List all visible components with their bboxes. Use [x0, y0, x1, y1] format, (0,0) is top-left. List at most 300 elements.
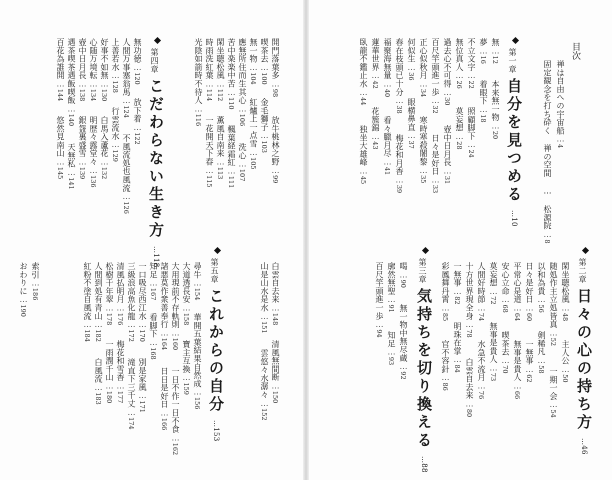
toc-entry: 看脚下…168	[149, 313, 158, 360]
toc-entry-page: 126	[122, 201, 130, 214]
toc-entry-page: 86	[441, 382, 449, 391]
toc-entry: 照顧脚下…24	[467, 107, 476, 158]
toc-entry-page: 62	[525, 374, 533, 383]
toc-entry-text: 洗心	[238, 143, 247, 160]
toc-entry: 一口吸尽西江水…170	[138, 262, 147, 342]
toc-entry: 清風無間断…150	[271, 340, 280, 404]
toc-entry-text: 滝直下三千丈	[127, 358, 136, 408]
toc-entry-page: 99	[271, 175, 279, 184]
toc-entry: 不立文字…22	[467, 38, 476, 89]
toc-entry-text: 白雲自去来	[271, 262, 280, 304]
toc-entry-text: 雲悠々水潺々	[260, 349, 269, 399]
toc-entry-text: 無一物	[249, 38, 258, 63]
toc-entry-page: 164	[160, 337, 168, 351]
toc-entry: 紅粉不塗自風流…184	[83, 262, 92, 342]
toc-entry: 独坐大雄峰…45	[359, 125, 368, 185]
toc-entry-page: 160	[171, 337, 179, 351]
toc-entry-page: 106	[238, 113, 246, 127]
preface-entry: 固定観念を打ち砕く 禅の空間 … 松源院…8	[543, 60, 552, 244]
toc-entry-text: 山是山水是水	[260, 262, 269, 312]
toc-entry: 清風払明月…176	[116, 262, 125, 326]
toc-entry-page: 58	[537, 365, 545, 374]
toc-entry: 春在枝頭已十分…38	[395, 38, 404, 114]
toc-entry-text: 光陰如箭時不待人	[194, 38, 203, 105]
toc-entry-page: 174	[127, 417, 135, 430]
toc-entry: 廓然無聖…91	[387, 262, 396, 313]
toc-entry-page: 154	[193, 287, 201, 301]
toc-entry: 夢…16	[479, 38, 488, 64]
toc-entry-text: 心随万境転	[89, 38, 98, 80]
toc-entry-text: 松樹千年翠	[105, 262, 114, 304]
toc-entry: 一無事…82	[453, 262, 462, 305]
toc-entry-page: 40	[383, 88, 391, 98]
toc-entry: 洗心…107	[238, 143, 247, 182]
toc-entry-text: 金毛獅子	[260, 98, 269, 132]
toc-entry-page: 178	[105, 312, 113, 326]
toc-entry-page: 129	[111, 149, 119, 162]
toc-entry-page: 43	[371, 141, 379, 150]
toc-entry: 知足…167	[149, 262, 158, 301]
toc-entry-text: 應無所住而生其心	[238, 38, 247, 105]
toc-entry-page: 159	[182, 382, 190, 395]
toc-entry-page: 183	[94, 392, 102, 405]
chapter-1-label	[508, 48, 517, 74]
toc-entry-page: 114	[205, 88, 213, 102]
toc-entry-page: 38	[395, 105, 403, 114]
toc-entry-page: 180	[105, 390, 113, 404]
toc-entry: 苦中楽楽中苦…110	[227, 38, 236, 110]
toc-entry: 正心似秋月…34	[419, 38, 428, 98]
chapter-5-title-text: これからの自分	[207, 288, 225, 414]
toc-entry: 蓮華世界…42	[371, 38, 380, 89]
toc-entry-text: 苦中楽楽中苦	[227, 38, 236, 88]
toc-entry: 官不容針…86	[441, 340, 450, 391]
toc-entry-page: 48	[561, 312, 569, 322]
toc-entry-text: 無	[491, 38, 500, 47]
toc-entry-text: 寒時寒殺闍黎	[419, 116, 428, 166]
toc-entry-page: 60	[525, 312, 533, 322]
toc-entry: 悠然見南山…145	[56, 116, 65, 180]
toc-entry-text: 喫茶去	[260, 38, 269, 63]
toc-entry-text: 剣稀凡	[537, 331, 546, 356]
toc-entry-text: 臥龍不鑑止水	[359, 38, 368, 88]
toc-entry: 彩鳳舞丹霄…85	[441, 262, 450, 322]
toc-entry: 花簇錦…43	[371, 107, 380, 150]
toc-entry-text: 白雲自去来	[465, 358, 474, 400]
toc-entry: 眼横鼻直…37	[407, 98, 416, 149]
toc-entry-page: 140	[67, 113, 75, 127]
toc-entry-text: 不風流処也風流	[122, 134, 131, 193]
toc-entry: 梅花和月香…39	[395, 134, 404, 194]
toc-entry: 以和為貴…56	[537, 262, 546, 313]
toc-entry-page: 52	[549, 337, 557, 346]
toc-entry-page: 128	[111, 80, 119, 93]
toc-entry-text: 以和為貴	[537, 262, 546, 296]
toc-entry: 無功徳…120	[133, 38, 142, 85]
toc-entry: 日々是好日…60	[525, 262, 534, 322]
toc-entry: 紅爐上一点雪…105	[249, 98, 258, 170]
toc-entry-text: 本来無一物	[491, 80, 500, 122]
toc-entry-text: 遇茶喫茶遇飯喫飯	[67, 38, 76, 105]
chapter-1-label-text: 第一章	[508, 48, 517, 74]
toc-entry-text: 梅花和雪香	[116, 340, 125, 382]
preface-entry-page: 8	[543, 239, 551, 244]
toc-entry: 上善若水…128	[111, 38, 120, 93]
toc-entry: 随処作主立処皆真…52	[549, 262, 558, 346]
toc-entry: 看々臘月尽…41	[383, 116, 392, 176]
toc-entry-text: 大道透長安	[182, 262, 191, 304]
toc-entry-text: 諸悪莫作衆善奉行	[160, 262, 169, 329]
toc-entry-text: 放下着	[133, 98, 142, 123]
toc-entry-page: 66	[513, 390, 521, 400]
toc-entry-text: 楓葉経霜紅	[227, 125, 236, 167]
toc-title	[570, 42, 579, 61]
toc-entry: 人間万事塞翁馬…124	[122, 38, 131, 118]
toc-entry: 人間到処有青山…182	[94, 262, 103, 342]
toc-entry-page: 172	[127, 329, 135, 342]
toc-entry-text: 官不容針	[441, 340, 450, 374]
toc-entry: 應無所住而生其心…106	[238, 38, 247, 127]
toc-entry-page: 151	[260, 321, 268, 334]
toc-entry-page: 18	[479, 114, 487, 123]
toc-entry: 閑坐聴松風…112	[216, 38, 225, 102]
toc-entry-page: 35	[419, 175, 427, 184]
toc-entry-text: 喝	[399, 262, 408, 271]
toc-entry: 松樹千年翠…178	[105, 262, 114, 326]
toc-entry-page: 141	[67, 177, 75, 190]
toc-entry-text: 銀盌裏盛雪	[78, 116, 87, 158]
toc-entry-text: 紅爐上一点雪	[249, 98, 258, 148]
toc-entry-page: 91	[387, 304, 395, 313]
toc-entry: 山是山水是水…151	[260, 262, 269, 334]
toc-entry-text: 一花開天下春	[205, 116, 214, 166]
toc-entry: 無事是貴人…66	[513, 340, 522, 400]
toc-entry: 百花為誰開…144	[56, 38, 65, 102]
toc-entry-text: 好事不如無	[100, 38, 109, 80]
toc-entry: 無事是貴人…73	[489, 322, 498, 382]
toc-entry-page: 100	[260, 72, 268, 85]
toc-entry: 好事不如無…130	[100, 38, 109, 102]
toc-entry-page: 104	[249, 72, 257, 85]
preface-entry-page: 4	[556, 144, 564, 149]
toc-entry: 無位真人…26	[455, 38, 464, 89]
toc-entry: 十方世界現全身…78	[465, 262, 474, 338]
toc-entry: 一雨潤千山…180	[105, 340, 114, 404]
toc-entry-text: 水急不流月	[477, 340, 486, 382]
toc-entry-page: 136	[89, 175, 97, 188]
toc-entry-page: 33	[431, 184, 439, 194]
toc-entry-text: 日日是好日	[160, 367, 169, 409]
toc-entry-page: 158	[182, 312, 190, 326]
chapter-3-title	[415, 288, 432, 450]
toc-entry-text: 看脚下	[149, 313, 158, 338]
toc-entry-page: 28	[455, 141, 463, 150]
toc-entry: 放下着…122	[133, 98, 142, 145]
preface-entry: 禅は自由への宇宙船…4	[556, 60, 565, 149]
toc-entry-page: 105	[249, 157, 257, 170]
chapter-2-title	[575, 288, 592, 432]
afterword-entry-text: おわりに	[19, 262, 28, 296]
chapter-4-title	[147, 78, 164, 240]
toc-entry-text: 時雨洗紅葉	[205, 38, 214, 80]
toc-entry: 安心立命…68	[501, 262, 510, 313]
toc-entry-page: 68	[501, 304, 509, 313]
toc-entry-text: 清風払明月	[116, 262, 125, 304]
toc-entry-text: 白風流	[94, 358, 103, 383]
toc-entry-page: 30	[443, 97, 451, 106]
toc-entry-page: 80	[465, 408, 473, 418]
toc-entry-text: 看々臘月尽	[383, 116, 392, 158]
toc-entry: 無一物…104	[249, 38, 258, 85]
toc-entry: 雲悠々水潺々…152	[260, 349, 269, 421]
toc-entry: 一無事…62	[525, 340, 534, 383]
toc-entry-page: 37	[407, 140, 415, 149]
toc-entry-page: 70	[501, 365, 509, 374]
chapter-5-label	[210, 258, 219, 284]
toc-entry-text: 花簇錦	[371, 107, 380, 132]
toc-entry-page: 41	[383, 166, 391, 176]
toc-entry-text: 華開五葉結果自然成	[193, 313, 202, 388]
toc-entry-page: 22	[467, 80, 475, 89]
toc-entry-page: 124	[122, 105, 130, 118]
chapter-3-label	[418, 258, 427, 284]
toc-entry-page: 90	[399, 279, 407, 288]
toc-entry-page: 84	[453, 364, 461, 373]
toc-entry-page: 145	[56, 166, 64, 180]
toc-entry: 薫風自南来…113	[216, 116, 225, 180]
toc-entry: 着眼下…18	[479, 80, 488, 123]
toc-entry-page: 74	[477, 312, 485, 322]
toc-entry-page: 82	[453, 296, 461, 305]
toc-entry-text: 不立文字	[467, 38, 476, 72]
toc-entry-text: 日々是好日	[525, 262, 534, 304]
toc-title-text: 目次	[570, 42, 580, 61]
toc-entry-page: 72	[489, 296, 497, 305]
preface-entry-text: 固定観念を打ち砕く 禅の空間 … 松源院	[543, 60, 552, 230]
toc-entry: 不風流処也風流…126	[122, 134, 131, 214]
toc-entry-text: 過去心不可得	[443, 38, 452, 88]
toc-entry-text: 薫風自南来	[216, 116, 225, 158]
toc-entry-text: 何似生	[407, 38, 416, 63]
toc-entry-page: 94	[375, 329, 383, 338]
toc-entry: 明歴々露堂々…136	[89, 116, 98, 188]
toc-entry-text: 蓮華世界	[371, 38, 380, 72]
toc-entry-text: 知足	[387, 331, 396, 348]
preface-entry-text: 禅は自由への宇宙船	[556, 60, 565, 135]
toc-entry: 平常心是道…64	[513, 262, 522, 322]
toc-entry: 本来無一物…20	[491, 80, 500, 140]
toc-entry-text: 福聚海無量	[383, 38, 392, 80]
toc-entry-page: 134	[89, 88, 97, 102]
toc-entry: 福聚海無量…40	[383, 38, 392, 98]
toc-entry-text: 梅花和月香	[395, 134, 404, 176]
toc-entry-page: 162	[171, 442, 179, 456]
toc-entry-text: 別是家風	[138, 358, 147, 392]
toc-entry-text: 閑坐聴松風	[561, 262, 570, 304]
toc-entry-text: 一雨潤千山	[105, 340, 114, 382]
toc-entry: 日日是好日…166	[160, 367, 169, 431]
toc-entry: 過去心不可得…30	[443, 38, 452, 106]
toc-entry-page: 166	[160, 417, 168, 431]
toc-entry-text: 十方世界現全身	[465, 262, 474, 321]
toc-entry-page: 16	[479, 55, 487, 64]
toc-entry-text: 喫茶去	[501, 331, 510, 356]
toc-entry: 光陰如箭時不待人…116	[194, 38, 203, 127]
toc-entry-text: 一日不作一日不食	[171, 367, 180, 434]
toc-entry-text: 百花為誰開	[56, 38, 65, 80]
toc-entry-text: 開門落葉多	[271, 38, 280, 80]
toc-entry-text: 上善若水	[111, 38, 120, 72]
toc-entry-page: 24	[467, 149, 475, 158]
toc-entry: 諸悪莫作衆善奉行…164	[160, 262, 169, 351]
toc-entry-text: 大用現前不存軌則	[171, 262, 180, 329]
toc-entry-text: 一無事	[525, 340, 534, 365]
chapter-5-label-text: 第五章	[210, 258, 219, 284]
toc-entry: 白馬入蘆花…132	[100, 116, 109, 180]
toc-entry-page: 98	[271, 88, 279, 98]
toc-entry: 明珠在掌…84	[453, 322, 462, 373]
toc-entry-text: 人間到処有青山	[94, 262, 103, 321]
toc-entry-page: 122	[133, 132, 141, 145]
toc-entry-page: 116	[194, 113, 202, 127]
toc-entry-text: 壺中日月長	[78, 38, 87, 80]
toc-entry-page: 34	[419, 88, 427, 98]
toc-entry: 白風流…183	[94, 358, 103, 405]
toc-entry-text: 夢	[479, 38, 488, 47]
toc-entry-page: 156	[193, 397, 201, 410]
toc-entry-text: 一期一会	[549, 367, 558, 401]
toc-entry-text: 無一物中無尽蔵	[399, 304, 408, 363]
toc-entry: 一日不作一日不食…162	[171, 367, 180, 456]
toc-entry: 寒時寒殺闍黎…35	[419, 116, 428, 184]
toc-entry-text: 白馬入蘆花	[100, 116, 109, 158]
toc-entry-page: 85	[441, 312, 449, 322]
toc-entry-text: 壺中日月長	[443, 125, 452, 167]
toc-entry-text: 明珠在掌	[453, 322, 462, 356]
chapter-2-label-text: 第二章	[578, 258, 587, 284]
toc-entry: 別是家風…171	[138, 358, 147, 413]
toc-entry: 閑坐聴松風…48	[561, 262, 570, 322]
toc-entry-page: 76	[477, 390, 485, 400]
afterword-entry: おわりに…190	[19, 262, 28, 317]
toc-entry: 遇茶喫茶遇飯喫飯…140	[67, 38, 76, 127]
toc-entry-text: 日々是好日	[431, 134, 440, 176]
chapter-1-title	[505, 78, 522, 204]
toc-entry-page: 31	[443, 175, 451, 185]
toc-entry-page: 50	[561, 374, 569, 383]
toc-entry-page: 78	[465, 329, 473, 338]
toc-entry-page: 115	[205, 175, 213, 188]
toc-entry-text: 主人公	[561, 340, 570, 365]
toc-entry-text: 一無事	[453, 262, 462, 287]
chapter-2-page: …46	[580, 438, 588, 455]
toc-entry: 主人公…50	[561, 340, 570, 383]
toc-entry-text: 紅粉不塗自風流	[83, 262, 92, 321]
toc-entry-page: 12	[491, 55, 499, 64]
toc-entry-text: 安心立命	[501, 262, 510, 296]
chapter-3-page: …88	[420, 456, 428, 473]
toc-entry-page: 26	[455, 80, 463, 89]
toc-entry-page: 103	[260, 140, 268, 153]
toc-entry-page: 138	[78, 88, 86, 102]
toc-entry-text: 放牛桃林之野	[271, 116, 280, 166]
toc-entry-text: 明歴々露堂々	[89, 116, 98, 166]
toc-entry-page: 176	[116, 312, 124, 326]
chapter-2-label	[578, 258, 587, 284]
toc-entry: 水急不流月…76	[477, 340, 486, 400]
toc-entry-text: 無功徳	[133, 38, 142, 63]
toc-entry-text: 平常心是道	[513, 262, 522, 304]
chapter-5-title	[207, 288, 224, 414]
toc-entry-page: 150	[271, 390, 279, 404]
toc-entry-text: 随処作主立処皆真	[549, 262, 558, 329]
toc-entry: 壺中日月長…31	[443, 125, 452, 185]
toc-entry: 喫茶去…100	[260, 38, 269, 85]
toc-entry-page: 107	[238, 168, 246, 182]
toc-entry: 開門落葉多…98	[271, 38, 280, 98]
toc-entry: 百尺竿頭進一歩…32	[431, 38, 440, 114]
toc-entry-text: 一口吸尽西江水	[138, 262, 147, 321]
toc-entry-page: 132	[100, 166, 108, 180]
toc-entry-page: 168	[149, 347, 157, 360]
chapter-1-title-text: 自分を見つめる	[505, 78, 523, 204]
toc-entry-text: 莫妄想	[489, 262, 498, 287]
toc-entry-text: 照顧脚下	[467, 107, 476, 141]
toc-entry-page: 152	[260, 408, 268, 421]
toc-entry-page: 36	[407, 72, 415, 81]
toc-entry: 無…12	[491, 38, 500, 64]
toc-entry: 心随万境転…134	[89, 38, 98, 102]
toc-entry-text: 人間万事塞翁馬	[122, 38, 131, 97]
toc-entry: 何似生…36	[407, 38, 416, 81]
toc-entry: 白雲自去来…148	[271, 262, 280, 326]
chapter-4-label-text: 第四章	[150, 48, 159, 74]
toc-entry-text: 三級浪高魚化龍	[127, 262, 136, 321]
toc-entry: 金毛獅子…103	[260, 98, 269, 153]
toc-entry-text: 独坐大雄峰	[359, 125, 368, 167]
toc-entry-page: 184	[83, 329, 91, 342]
toc-entry-page: 148	[271, 312, 279, 326]
toc-entry: 放牛桃林之野…99	[271, 116, 280, 184]
toc-entry-text: 春在枝頭已十分	[395, 38, 404, 97]
toc-entry: 寶主互換…159	[182, 340, 191, 395]
index-entry-page: 186	[31, 287, 39, 301]
toc-entry-page: 44	[359, 97, 367, 106]
toc-entry: 喝…90	[399, 262, 408, 288]
toc-entry-page: 111	[227, 175, 235, 189]
toc-entry-page: 32	[431, 105, 439, 114]
toc-entry-text: 無位真人	[455, 38, 464, 72]
toc-entry-page: 42	[371, 80, 379, 89]
toc-entry-text: 眼横鼻直	[407, 98, 416, 132]
chapter-4-page: …118	[152, 246, 160, 268]
toc-entry-text: 着眼下	[479, 80, 488, 105]
toc-entry-page: 54	[549, 409, 557, 418]
toc-entry-page: 144	[56, 88, 64, 102]
toc-entry-page: 64	[513, 312, 521, 322]
toc-entry-page: 73	[489, 372, 497, 382]
toc-entry: 人間好時節…74	[477, 262, 486, 322]
toc-entry-text: 無事是貴人	[513, 340, 522, 382]
toc-entry-text: 百尺竿頭進一歩	[431, 38, 440, 97]
toc-entry-page: 45	[359, 175, 367, 185]
afterword-entry-page: 190	[19, 304, 27, 317]
chapter-2-title-text: 日々の心の持ち方	[575, 288, 593, 432]
toc-entry: 剣稀凡…58	[537, 331, 546, 374]
toc-entry: 天無私…141	[67, 143, 76, 190]
toc-entry-text: 無事是貴人	[489, 322, 498, 364]
toc-entry: 百尺竿頭進一歩…94	[375, 262, 384, 338]
